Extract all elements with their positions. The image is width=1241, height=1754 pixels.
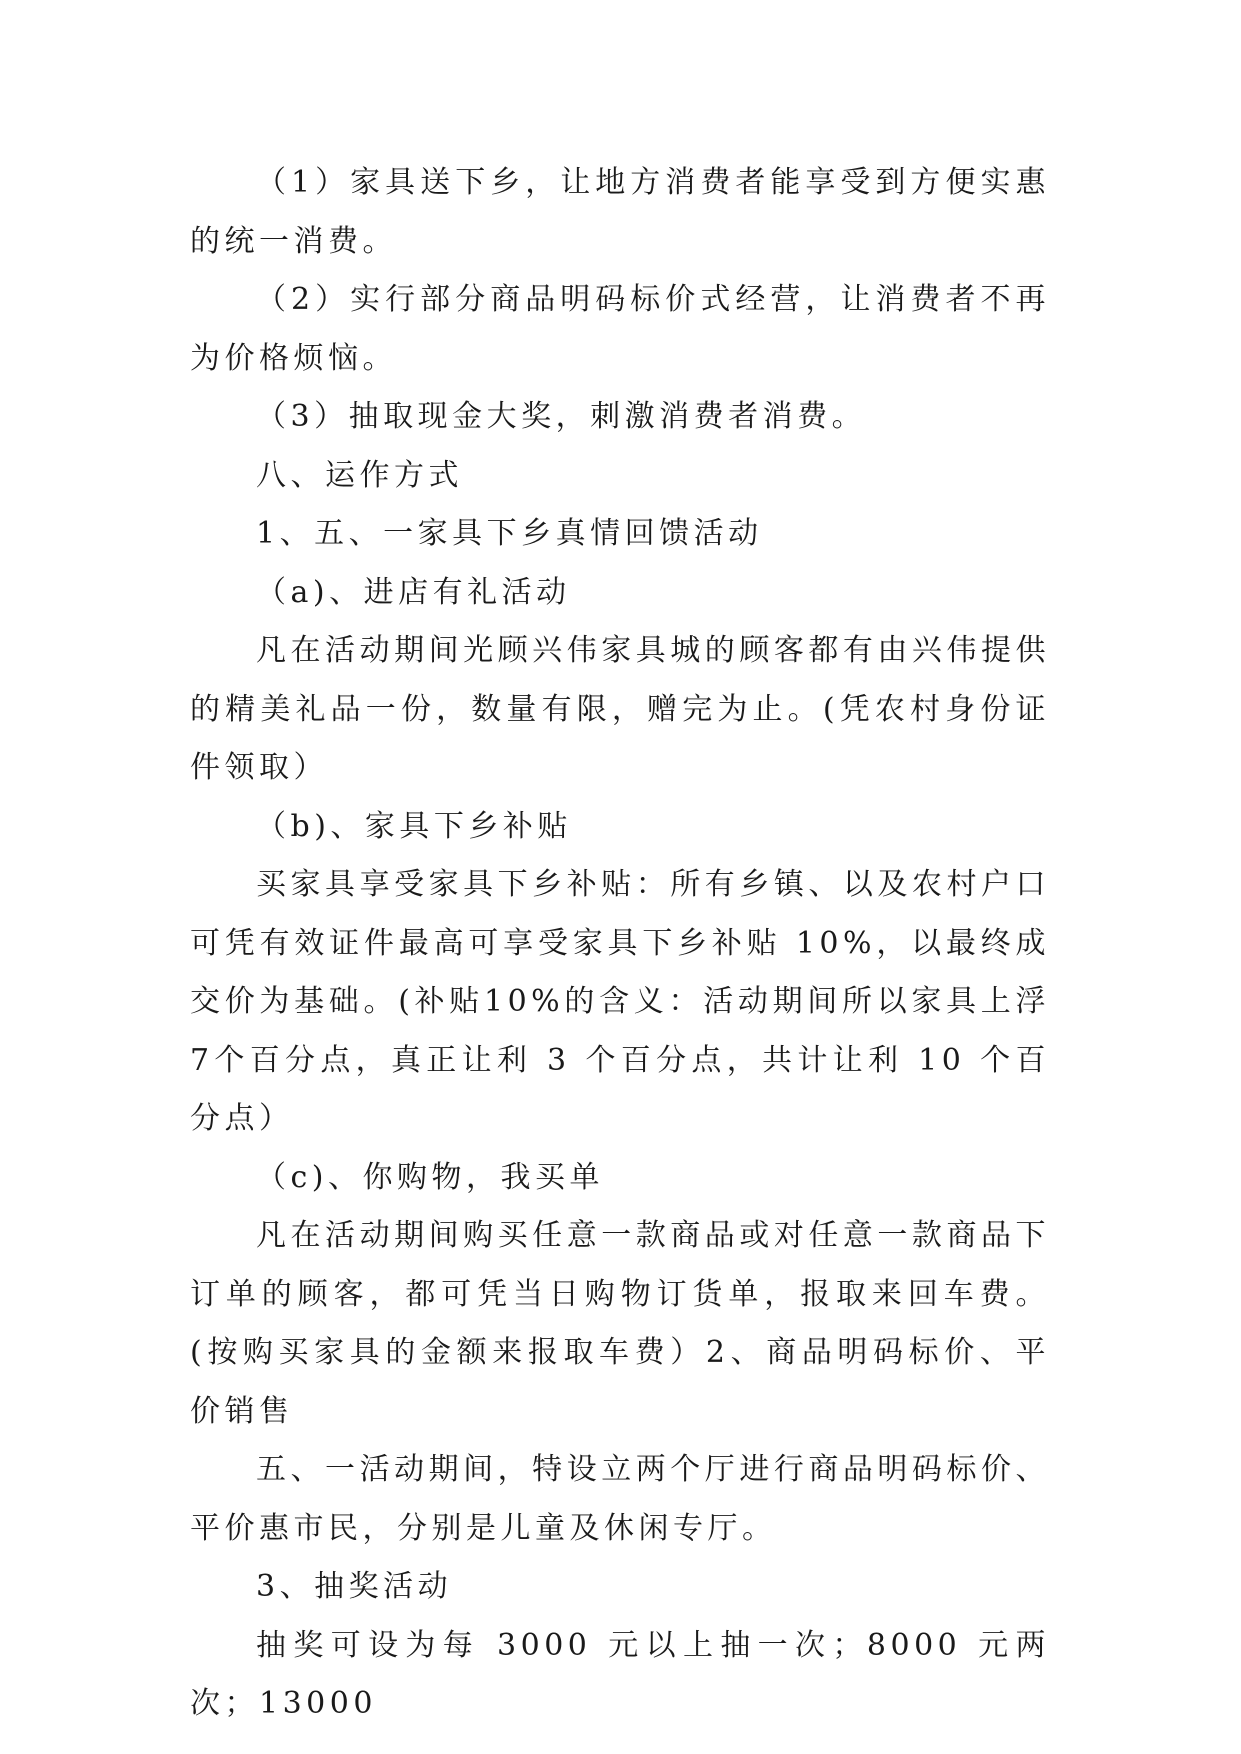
paragraph-lottery-rules: 抽奖可设为每 3000 元以上抽一次；8000 元两次；13000 [190,1627,1050,1721]
paragraph-cash-prize: （3）抽取现金大奖，刺激消费者消费。 [256,399,867,434]
subheading-feedback-activity: 1、五、一家具下乡真情回馈活动 [256,516,763,551]
document-page [190,154,1050,1734]
subheading-lottery: 3、抽奖活动 [256,1569,453,1604]
paragraph-travel-refund: 凡在活动期间购买任意一款商品或对任意一款商品下订单的顾客，都可凭当日购物订货单，报取来回车费。(按购买家具的金额来报取车费）2、商品明码标价、平价销售 [190,1218,1050,1429]
paragraph-marked-price: （2）实行部分商品明码标价式经营，让消费者不再为价格烦恼。 [190,282,1050,376]
section-heading-operation: 八、运作方式 [256,457,463,493]
paragraph-gift-details: 凡在活动期间光顾兴伟家具城的顾客都有由兴伟提供的精美礼品一份，数量有限，赠完为止。(凭农村身份证件领取） [190,633,1050,785]
subheading-subsidy: （b)、家具下乡补贴 [256,808,572,844]
paragraph-special-halls: 五、一活动期间，特设立两个厅进行商品明码标价、平价惠市民，分别是儿童及休闲专厅。 [190,1452,1050,1546]
paragraph-subsidy-details: 买家具享受家具下乡补贴：所有乡镇、以及农村户口可凭有效证件最高可享受家具下乡补贴 10%，以最终成交价为基础。(补贴10%的含义：活动期间所以家具上浮7个百分点，真正让利 3 个百分点，共计让利 10 个百分点） [190,867,1050,1136]
subheading-we-pay: （c)、你购物，我买单 [256,1159,605,1195]
subheading-gift-on-entry: （a)、进店有礼活动 [256,574,571,610]
paragraph-furniture-to-countryside: （1）家具送下乡，让地方消费者能享受到方便实惠的统一消费。 [190,165,1050,259]
